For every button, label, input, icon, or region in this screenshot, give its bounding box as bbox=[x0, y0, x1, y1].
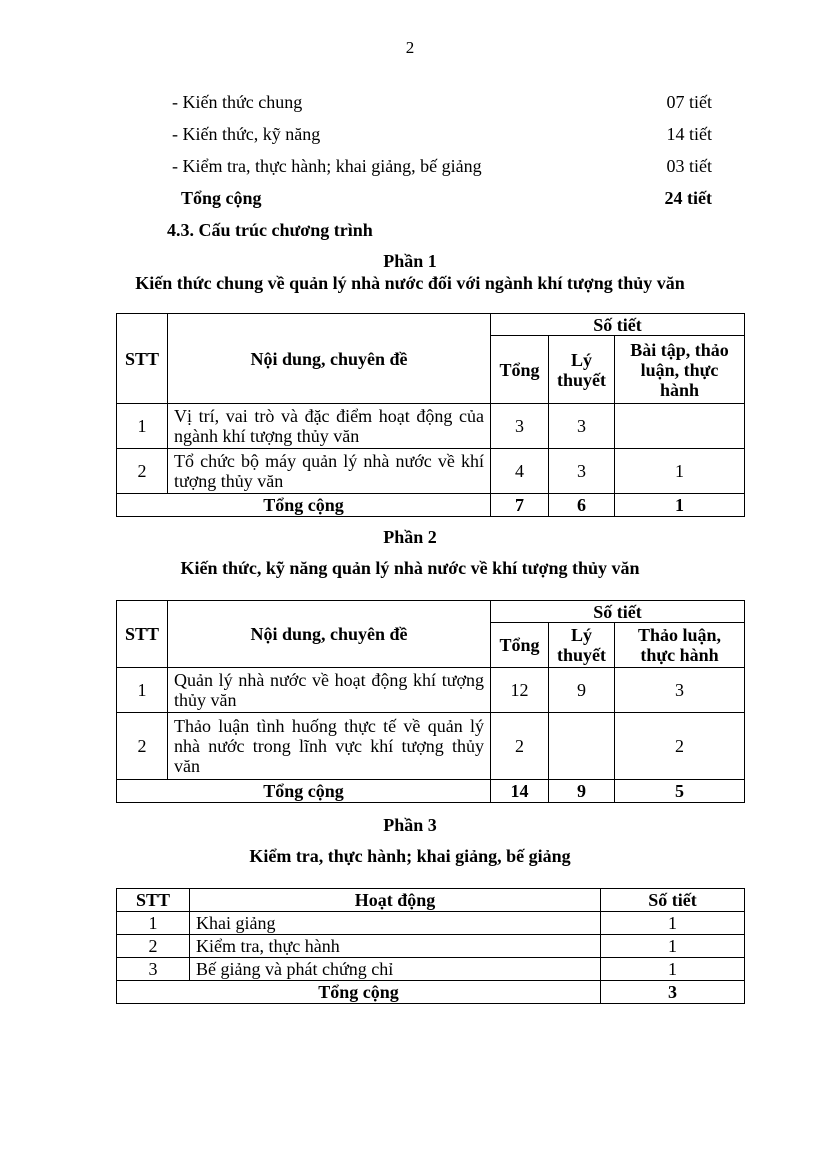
cell-theory: 3 bbox=[549, 449, 615, 494]
header-periods: Số tiết bbox=[601, 889, 745, 912]
summary-value: 07 tiết bbox=[666, 92, 712, 112]
header-theory: Lý thuyết bbox=[549, 623, 615, 668]
part1-subtitle: Kiến thức chung về quản lý nhà nước đối với ngành khí tượng thủy văn bbox=[135, 273, 685, 293]
cell-total: 4 bbox=[491, 449, 549, 494]
footer-total: 14 bbox=[491, 780, 549, 803]
cell-activity: Khai giảng bbox=[190, 912, 601, 935]
header-stt: STT bbox=[117, 889, 190, 912]
footer-label: Tổng cộng bbox=[117, 780, 491, 803]
header-content: Nội dung, chuyên đề bbox=[168, 601, 491, 668]
footer-label: Tổng cộng bbox=[117, 981, 601, 1004]
table-row bbox=[117, 958, 745, 981]
cell-periods: 1 bbox=[601, 912, 745, 935]
footer-practice: 5 bbox=[615, 780, 745, 803]
cell-content: Vị trí, vai trò và đặc điểm hoạt động của ngành khí tượng thủy văn bbox=[168, 404, 491, 449]
header-activity: Hoạt động bbox=[190, 889, 601, 912]
part2-subtitle: Kiến thức, kỹ năng quản lý nhà nước về khí tượng thủy văn bbox=[180, 558, 640, 578]
summary-label: - Kiểm tra, thực hành; khai giảng, bế giảng bbox=[172, 156, 482, 176]
cell-stt: 2 bbox=[117, 713, 168, 780]
summary-total-value: 24 tiết bbox=[664, 188, 712, 208]
cell-theory: 3 bbox=[549, 404, 615, 449]
summary-label: - Kiến thức, kỹ năng bbox=[172, 124, 321, 144]
footer-theory: 9 bbox=[549, 780, 615, 803]
header-stt: STT bbox=[117, 314, 168, 404]
table-row bbox=[117, 404, 745, 449]
cell-stt: 1 bbox=[117, 912, 190, 935]
table-footer-row bbox=[117, 780, 745, 803]
cell-stt: 2 bbox=[117, 449, 168, 494]
cell-stt: 1 bbox=[117, 404, 168, 449]
cell-content: Thảo luận tình huống thực tế về quản lý nhà nước trong lĩnh vực khí tượng thủy văn bbox=[168, 713, 491, 780]
header-periods-group: Số tiết bbox=[491, 601, 745, 623]
footer-total: 7 bbox=[491, 494, 549, 517]
header-total: Tổng bbox=[491, 623, 549, 668]
header-periods-group: Số tiết bbox=[491, 314, 745, 336]
cell-practice: 2 bbox=[615, 713, 745, 780]
cell-theory bbox=[549, 713, 615, 780]
cell-total: 12 bbox=[491, 668, 549, 713]
header-stt: STT bbox=[117, 601, 168, 668]
cell-content: Tổ chức bộ máy quản lý nhà nước về khí tượng thủy văn bbox=[168, 449, 491, 494]
part1-title: Phần 1 bbox=[383, 251, 437, 271]
table-row bbox=[117, 713, 745, 780]
part1-table bbox=[116, 313, 745, 517]
cell-activity: Bế giảng và phát chứng chỉ bbox=[190, 958, 601, 981]
table-row bbox=[117, 912, 745, 935]
cell-content: Quản lý nhà nước về hoạt động khí tượng thủy văn bbox=[168, 668, 491, 713]
cell-practice: 1 bbox=[615, 449, 745, 494]
part3-subtitle: Kiểm tra, thực hành; khai giảng, bế giảng bbox=[249, 846, 571, 866]
cell-practice: 3 bbox=[615, 668, 745, 713]
summary-total-label: Tổng cộng bbox=[181, 188, 262, 208]
cell-stt: 3 bbox=[117, 958, 190, 981]
header-total: Tổng bbox=[491, 336, 549, 404]
summary-value: 14 tiết bbox=[666, 124, 712, 144]
footer-practice: 1 bbox=[615, 494, 745, 517]
footer-periods: 3 bbox=[601, 981, 745, 1004]
table-row bbox=[117, 668, 745, 713]
cell-stt: 2 bbox=[117, 935, 190, 958]
summary-label: - Kiến thức chung bbox=[172, 92, 303, 112]
header-practice: Thảo luận, thực hành bbox=[615, 623, 745, 668]
table-footer-row bbox=[117, 494, 745, 517]
cell-total: 3 bbox=[491, 404, 549, 449]
footer-label: Tổng cộng bbox=[117, 494, 491, 517]
header-theory: Lý thuyết bbox=[549, 336, 615, 404]
summary-value: 03 tiết bbox=[666, 156, 712, 176]
cell-periods: 1 bbox=[601, 958, 745, 981]
table-footer-row bbox=[117, 981, 745, 1004]
page-number: 2 bbox=[405, 38, 415, 57]
part2-table bbox=[116, 600, 745, 803]
cell-activity: Kiểm tra, thực hành bbox=[190, 935, 601, 958]
table-row bbox=[117, 935, 745, 958]
part3-title: Phần 3 bbox=[383, 815, 437, 835]
footer-theory: 6 bbox=[549, 494, 615, 517]
cell-total: 2 bbox=[491, 713, 549, 780]
part2-title: Phần 2 bbox=[383, 527, 437, 547]
section-heading: 4.3. Cấu trúc chương trình bbox=[167, 220, 373, 240]
header-content: Nội dung, chuyên đề bbox=[168, 314, 491, 404]
cell-practice bbox=[615, 404, 745, 449]
part3-table bbox=[116, 888, 745, 1004]
table-row bbox=[117, 449, 745, 494]
cell-theory: 9 bbox=[549, 668, 615, 713]
cell-stt: 1 bbox=[117, 668, 168, 713]
header-practice: Bài tập, thảo luận, thực hành bbox=[615, 336, 745, 404]
cell-periods: 1 bbox=[601, 935, 745, 958]
